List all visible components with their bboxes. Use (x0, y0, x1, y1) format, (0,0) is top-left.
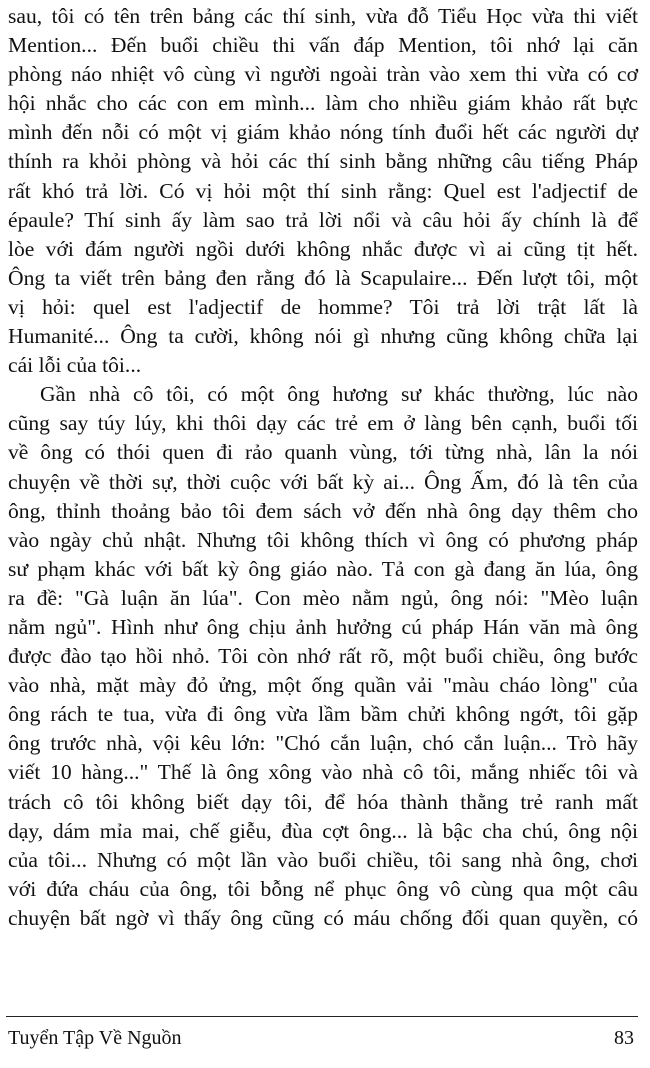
text-line: trách cô tôi không biết dạy tôi, để hóa thành thằng trẻ ranh mất (8, 789, 638, 814)
text-line: ông rách te tua, vừa đi ông vừa lầm bầm chửi không ngớt, tôi gặp (8, 702, 638, 727)
text-line: sau, tôi có tên trên bảng các thí sinh, vừa đỗ Tiểu Học vừa thi viết (8, 4, 638, 28)
text-line: ông trước nhà, vội kêu lớn: "Chó cắn luận, chó cắn luận... Trò hãy (8, 731, 638, 756)
paragraph-end-line: cái lỗi của tôi... (8, 353, 142, 378)
text-line: của tôi... Nhưng có một lần vào buổi chiều, tôi sang nhà ông, chơi (8, 847, 638, 872)
text-line: Ông ta viết trên bảng đen rằng đó là Scapulaire... Đến lượt tôi, một (8, 265, 638, 290)
text-line: Mention... Đến buổi chiều thi vấn đáp Mention, tôi nhớ lại căn (8, 33, 638, 58)
text-line: ra đề: "Gà luận ăn lúa". Con mèo nằm ngủ, ông nói: "Mèo luận (8, 585, 638, 610)
text-line: épaule? Thí sinh ấy làm sao trả lời nổi và câu hỏi ấy chính là để (8, 207, 638, 232)
text-line: Humanité... Ông ta cười, không nói gì nhưng cũng không chữa lại (8, 324, 638, 349)
text-line: thính ra khỏi phòng và hỏi các thí sinh bằng những câu tiếng Pháp (8, 149, 638, 174)
text-line: lòe với đám người ngồi dưới không nhắc được vì ai cũng tịt hết. (8, 236, 638, 261)
paragraph-first-line: Gần nhà cô tôi, có một ông hương sư khác thường, lúc nào (40, 382, 638, 407)
text-line: ông, thỉnh thoảng bảo tôi đem sách vở đến nhà ông dạy thêm cho (8, 498, 638, 523)
text-line: rất khó trả lời. Có vị hỏi một thí sinh rằng: Quel est l'adjectif de (8, 178, 638, 203)
body-text (8, 2, 638, 933)
text-line: viết 10 hàng..." Thế là ông xông vào nhà cô tôi, mắng nhiếc tôi và (8, 760, 638, 785)
text-line: sư phạm khác với bất kỳ ông giáo nào. Tả con gà đang ăn lúa, ông (8, 556, 638, 581)
text-line: phòng náo nhiệt vô cùng vì người ngoài tràn vào xem thi vừa có cơ (8, 62, 638, 87)
text-line: vào nhà, mặt mày đỏ ửng, một ống quần vải "màu cháo lòng" của (8, 673, 638, 698)
text-line: vị hỏi: quel est l'adjectif de homme? Tôi trả lời trật lất là (8, 294, 638, 319)
text-line: được đào tạo hồi nhỏ. Tôi còn nhớ rất rõ, một buổi chiều, ông bước (8, 644, 638, 669)
text-line: về ông có thói quen đi rảo quanh vùng, tới từng nhà, lân la nói (8, 440, 638, 465)
text-line: vào ngày chủ nhật. Nhưng tôi không thích vì ông có phương pháp (8, 527, 638, 552)
text-line: cũng say túy lúy, khi thôi dạy các trẻ em ở làng bên cạnh, buổi tối (8, 411, 638, 436)
page-number: 83 (614, 1027, 634, 1049)
text-line: dạy, dám mỉa mai, chế giễu, đùa cợt ông... là bậc cha chú, ông nội (8, 818, 638, 843)
text-line: chuyện bất ngờ vì thấy ông cũng có máu chống đối quan quyền, có (8, 905, 638, 930)
text-line: mình đến nỗi có một vị giám khảo nóng tính đuổi hết các người dự (8, 120, 638, 145)
text-line: nằm ngủ". Hình như ông chịu ảnh hưởng cú pháp Hán văn mà ông (8, 614, 638, 639)
text-line: với đứa cháu của ông, tôi bỗng nể phục ông vô cùng qua một câu (8, 876, 638, 901)
text-line: chuyện về thời sự, thời cuộc với bất kỳ ai... Ông Ấm, đó là tên của (8, 469, 638, 494)
footer-divider (6, 1016, 638, 1017)
footer-book-title: Tuyển Tập Về Nguồn (8, 1027, 182, 1049)
text-line: hội nhắc cho các con em mình... làm cho nhiều giám khảo rất bực (8, 91, 638, 116)
